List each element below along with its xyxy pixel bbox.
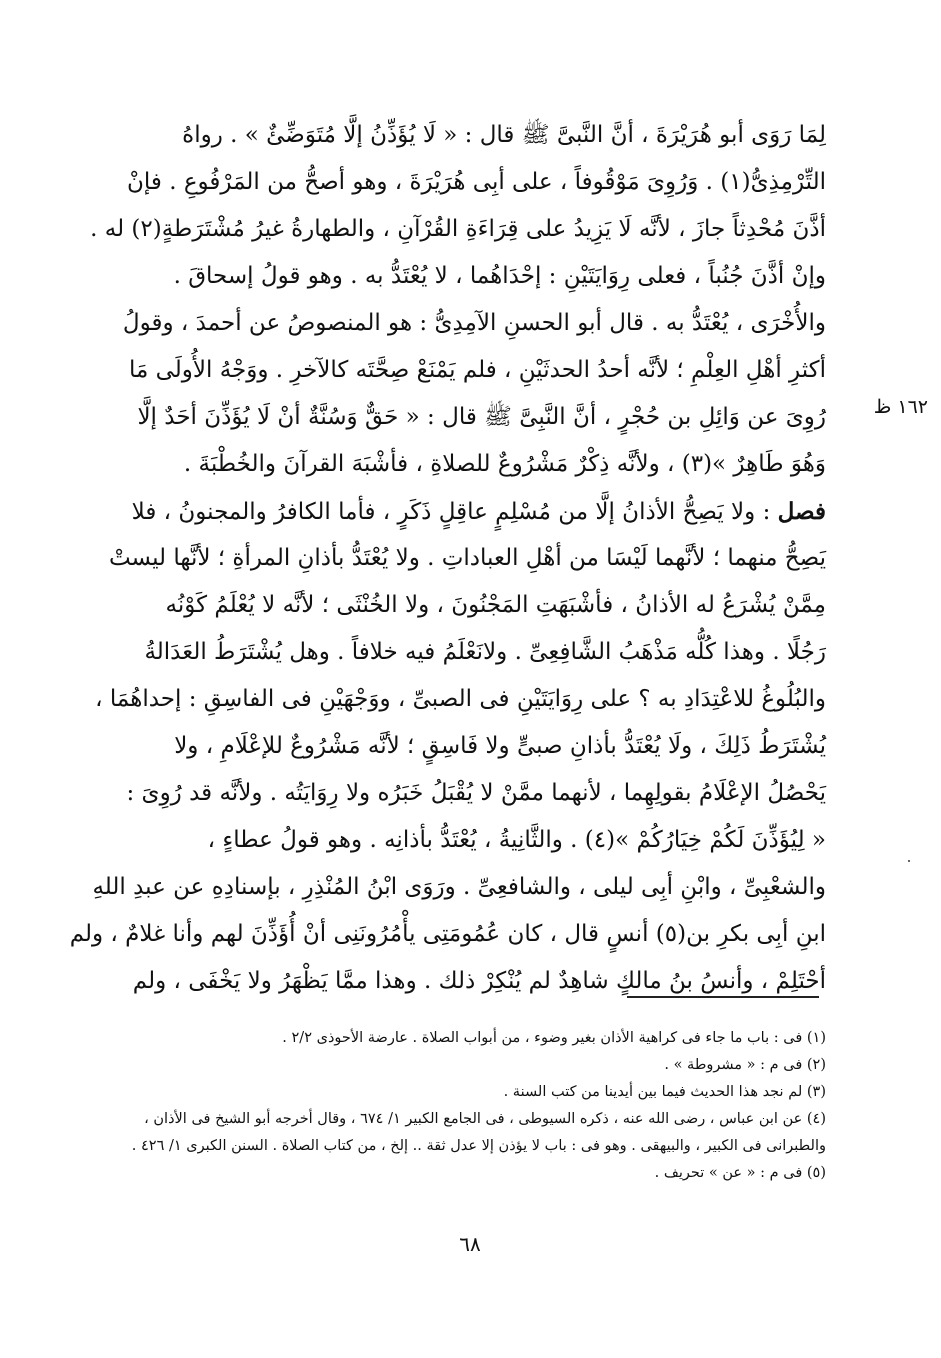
text-line: رَجُلًا . وهذا كُلُّه مَذْهَبُ الشَّافِعِىِّ . ولانَعْلَمُ فيه خلافاً . وهل يُشْتَرَطُ العَدَالةُ — [144, 639, 826, 665]
page-number: ٦٨ — [459, 1232, 481, 1256]
text-line: والشعْبِىِّ ، وابْنِ أبِى ليلى ، والشافعِىِّ . ورَوَى ابْنُ المُنْذِرِ ، بإسنادِهِ عن عبدِ اللهِ — [92, 874, 826, 900]
section-start-line — [110, 488, 826, 535]
section-line-rest: : ولا يَصِحُّ الأذانُ إلَّا من مُسْلِمٍ عاقِلٍ ذَكَرٍ ، فأما الكافرُ والمجنونُ ، فلا — [131, 499, 778, 525]
text-line: التِّرْمِذِىُّ(١) . وَرُوِىَ مَوْقُوفاً ، على أبِى هُرَيْرَةَ ، وهو أصحُّ من المَرْفُوعِ . فإنْ — [127, 169, 826, 195]
footnote-divider — [627, 996, 819, 998]
footnote: (٥) فى م : « عن » تحريف . — [654, 1165, 826, 1181]
text-line: يُشْتَرَطُ ذَلِكَ ، ولَا يُعْتَدُّ بأذانِ صبىٍّ ولا فَاسِقٍ ؛ لأنَّه مَشْرُوعٌ للإعْلَامِ ، ولا — [174, 733, 826, 759]
margin-folio-note: ١٦٢ ظ — [873, 396, 928, 418]
main-text — [69, 112, 826, 1005]
section-heading-word: فصل — [777, 498, 826, 525]
text-line: أذَّنَ مُحْدِثاً جازَ ، لأنَّه لَا يَزِيدُ على قِرَاءَةِ القُرْآنِ ، والطهارةُ غيرُ مُشْتَرَطةٍ(٢) له . — [90, 216, 826, 242]
text-line: يَحْصُلُ الإعْلَامُ بقولِهِما ، لأنهما ممَّنْ لا يُقْبَلُ خَبَرُه ولا رِوَايَتُه . ولأنَّه قد رُوِىَ : — [126, 780, 826, 806]
footnote: (١) فى : باب ما جاء فى كراهية الأذان بغير وضوء ، من أبواب الصلاة . عارضة الأحوذى ٢/٢ . — [282, 1030, 826, 1046]
text-line: لِمَا رَوَى أبو هُرَيْرَةَ ، أنَّ النَّبىَّ ﷺ قال : « لَا يُؤَذِّنُ إلَّا مُتَوَضِّئٌ » . رواهُ — [182, 122, 826, 148]
text-line: ابنِ أبِى بكرِ بن(٥) أنسٍ قال ، كان عُمُومَتِى يأْمُرُونَنِى أنْ أُؤَذِّنَ لهم وأنا غلامٌ ، ولم — [69, 921, 826, 947]
footnotes — [110, 1025, 826, 1187]
text-line: وإنْ أذَّنَ جُنُباً ، فعلى رِوَايَتَيْنِ : إحْدَاهُما ، لا يُعْتَدُّ به . وهو قولُ إسحاقَ . — [173, 263, 826, 289]
text-line: مِمَّنْ يُشْرَعُ له الأذانُ ، فأشْبَهَتِ المَجْنُونَ ، ولا الخُنْثَى ؛ لأنَّه لا يُعْلَمُ كَوْنُه — [165, 592, 826, 618]
footnote: والطبرانى فى الكبير ، والبيهقى . وهو فى : باب لا يؤذن إلا عدل ثقة .. إلخ ، من كتاب الصلاة . السنن الكبرى ١/ ٤٢٦ . — [131, 1138, 826, 1154]
text-line: والبُلُوغُ للاعْتِدَادِ به ؟ على رِوَايَتَيْنِ فى الصبىِّ ، ووَجْهَيْنِ فى الفاسِقِ : إحداهُمَا ، — [95, 686, 826, 712]
text-line: أكثرِ أهْلِ العِلْمِ ؛ لأنَّه أحدُ الحدثَيْنِ ، فلم يَمْنَعْ صِحَّتَه كالآخرِ . ووَجْهُ الأُولَى مَا — [128, 357, 826, 383]
text-line: والأُخْرَى ، يُعْتَدُّ به . قال أبو الحسنِ الآمِدِىُّ : هو المنصوصُ عن أحمدَ ، وقولُ — [122, 310, 826, 336]
footnote: (٤) عن ابن عباس ، رضى الله عنه ، ذكره السيوطى ، فى الجامع الكبير ١/ ٦٧٤ ، وقال أخرجه أبو الشيخ فى الأذان ، — [144, 1111, 826, 1127]
text-line: « لِيُؤَذِّنَ لَكُمْ خِيَارُكُمْ »(٤) . والثَّانِيةُ ، يُعْتَدُّ بأذانِه . وهو قولُ عطاءٍ ، — [207, 827, 826, 853]
footnote: (٣) لم نجد هذا الحديث فيما بين أيدينا من كتب السنة . — [503, 1084, 826, 1100]
text-line: رُوِىَ عن وَائِلِ بن حُجْرٍ ، أنَّ النَّبِىَّ ﷺ قال : « حَقٌّ وَسُنَّةٌ أنْ لَا يُؤَذِّنَ أحَدٌ إلَّا — [137, 404, 826, 430]
text-line: يَصِحُّ منهما ؛ لأنَّهما لَيْسَا من أهْلِ العباداتِ . ولا يُعْتَدُّ بأذانِ المرأةِ ؛ لأنَّها ليستْ — [108, 545, 826, 571]
text-line: أحْتَلِمْ ، وأنسُ بنُ مالكٍ شاهِدٌ لم يُنْكِرْ ذلك . وهذا ممَّا يَظْهَرُ ولا يَخْفَى ، ولم — [132, 968, 826, 994]
scan-speck — [908, 860, 910, 862]
text-line: وَهُوَ طَاهِرٌ »(٣) ، ولأنَّه ذِكْرٌ مَشْرُوعٌ للصلاةِ ، فأشْبَهَ القرآنَ والخُطْبَةَ . — [183, 451, 826, 477]
footnote: (٢) فى م : « مشروطة » . — [664, 1057, 826, 1073]
